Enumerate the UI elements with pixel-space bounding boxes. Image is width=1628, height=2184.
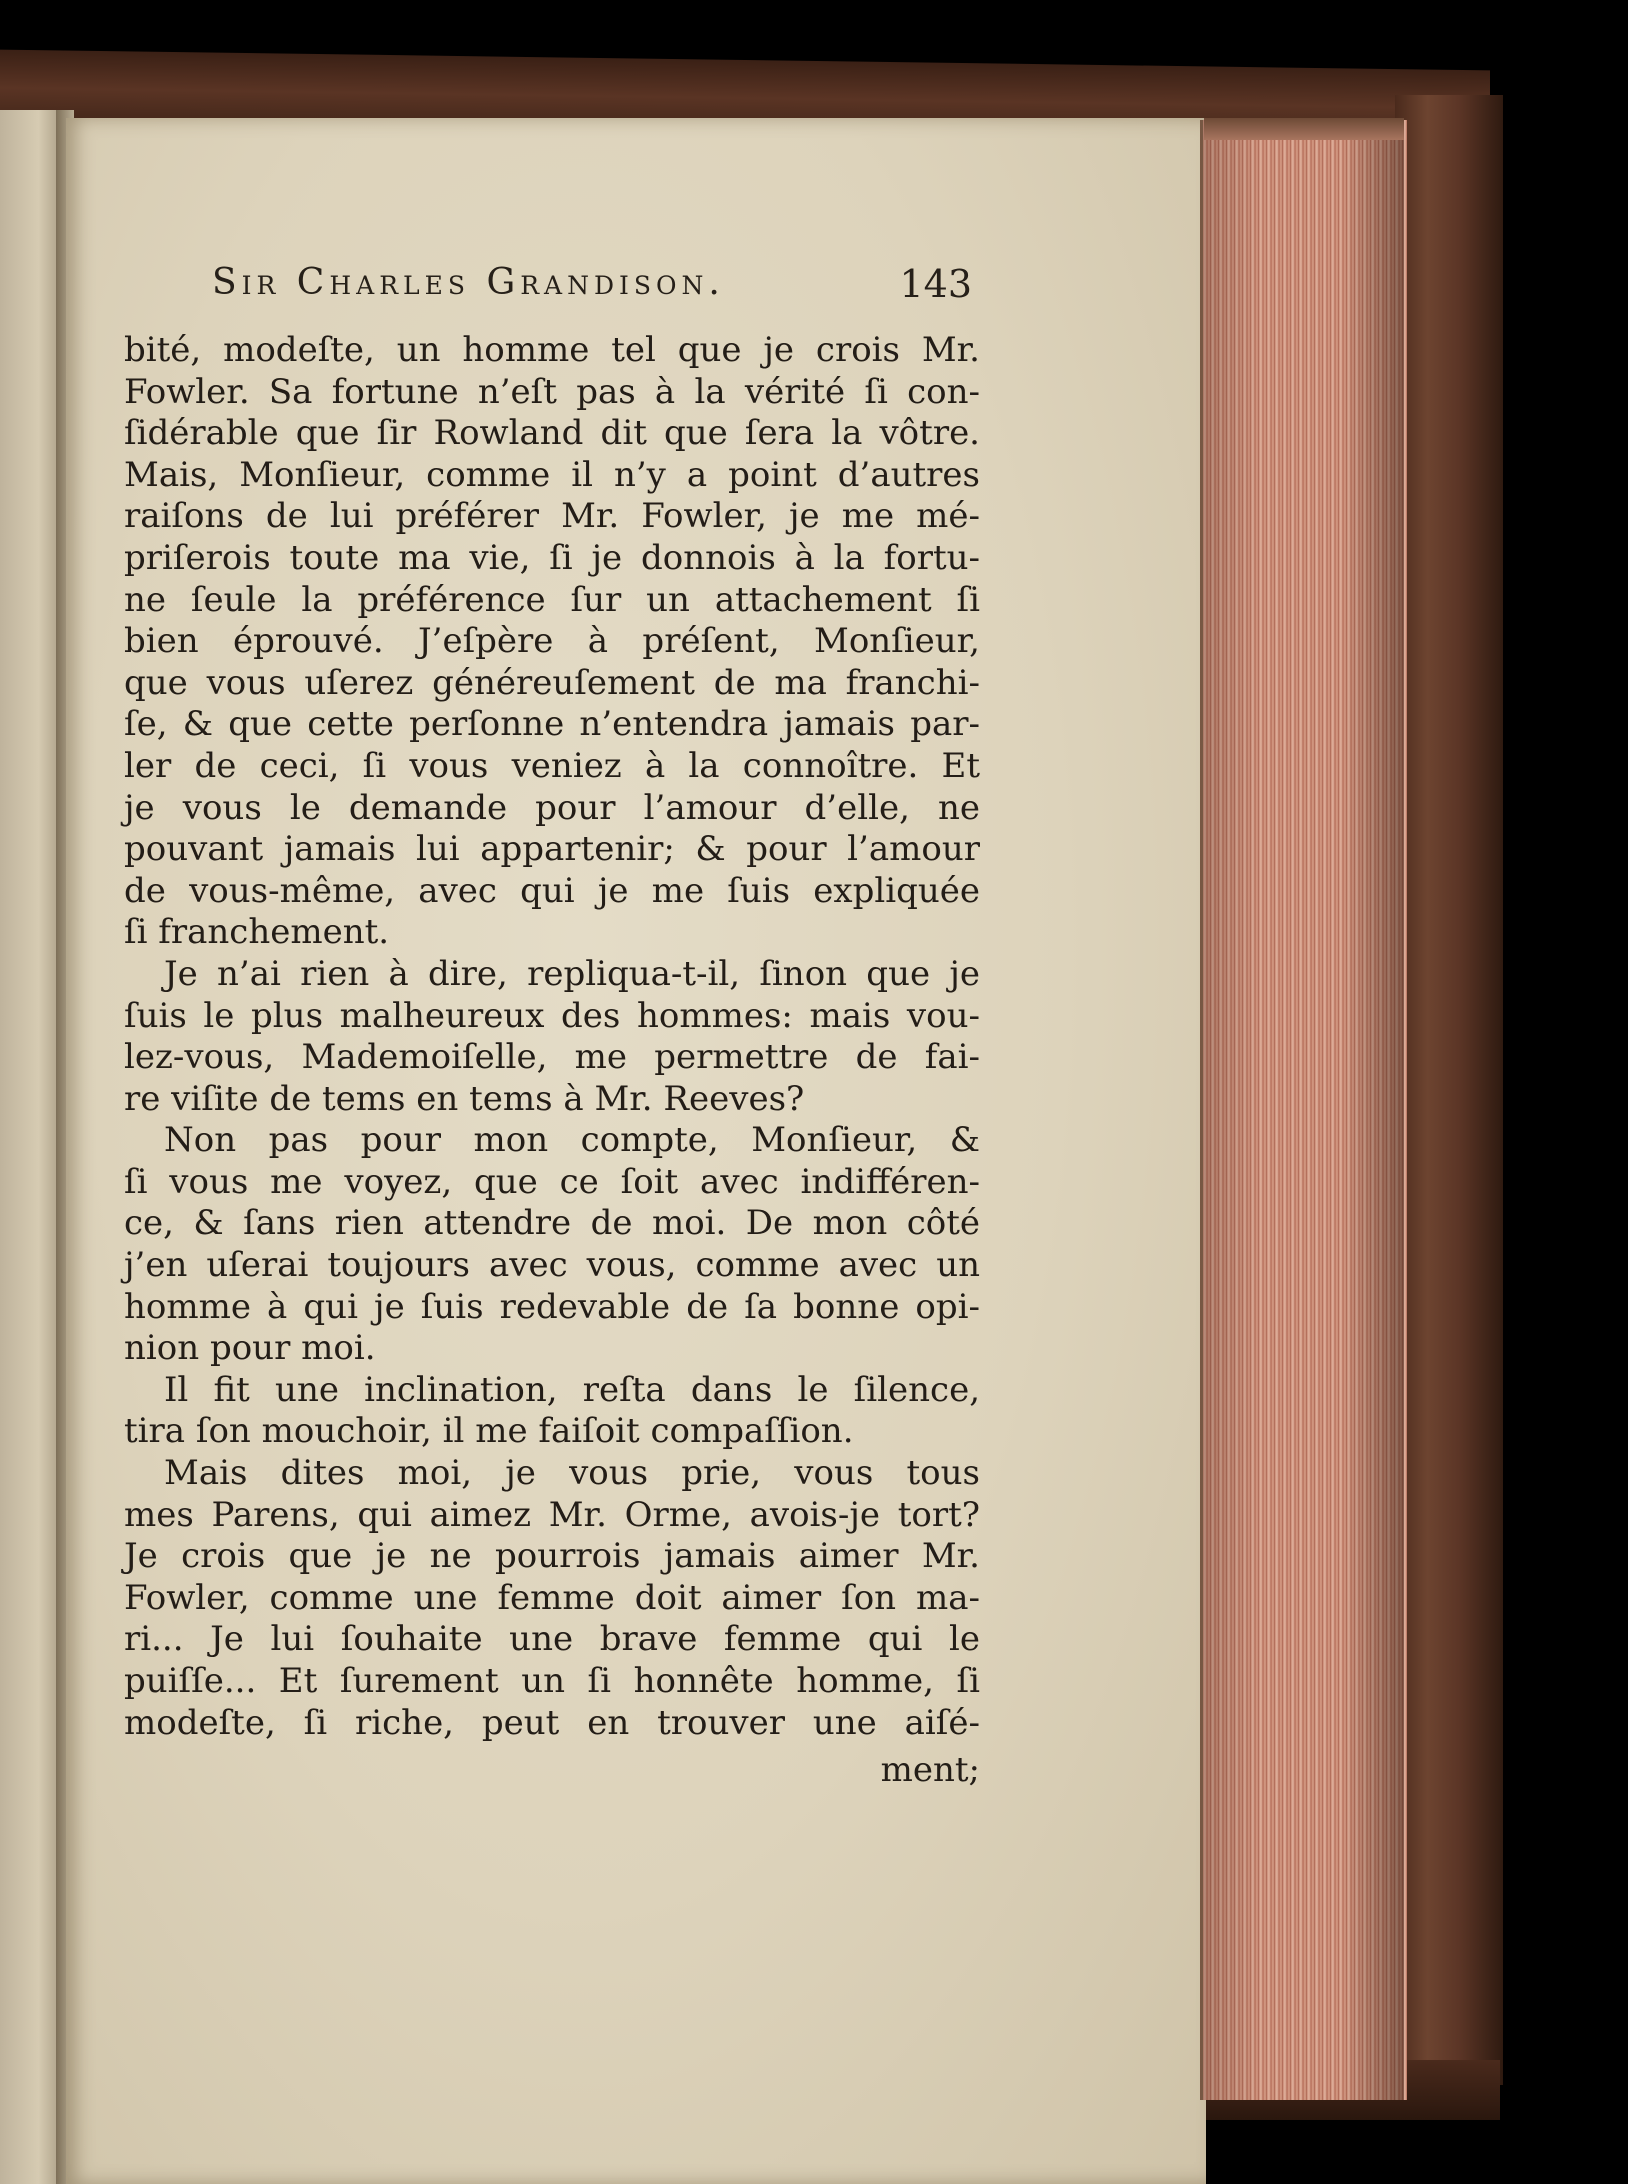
fore-edge-top [1204, 118, 1404, 140]
text-line: nion pour moi. [124, 1328, 376, 1369]
body-text [124, 330, 980, 1792]
left-page-edge [0, 110, 64, 2184]
running-title: Sir Charles Grandison. [212, 262, 725, 303]
text-line: pouvant jamais lui appartenir; & pour l’amour [124, 829, 980, 870]
text-line: ſi vous me voyez, que ce ſoit avec indifféren- [124, 1161, 980, 1202]
text-line: j’en uſerai toujours avec vous, comme avec un [124, 1245, 980, 1286]
text-line: Fowler, comme une femme doit aimer ſon ma- [124, 1577, 980, 1618]
text-line: ſe, & que cette perſonne n’entendra jamais par- [124, 704, 980, 745]
text-line: modeſte, ſi riche, peut en trouver une aiſé- [124, 1702, 980, 1743]
text-line: de vous-même, avec qui je me ſuis expliquée [124, 870, 980, 911]
text-line: ler de ceci, ſi vous veniez à la connoître. Et [124, 745, 980, 786]
text-line: raiſons de lui préférer Mr. Fowler, je me mé- [124, 496, 980, 537]
text-line: ce, & ſans rien attendre de moi. De mon côté [124, 1203, 980, 1244]
text-line: ſi franchement. [124, 912, 390, 953]
text-line: bien éprouvé. J’eſpère à préſent, Monſieur, [124, 621, 980, 662]
text-line: Non pas pour mon compte, Monſieur, & [164, 1120, 980, 1161]
text-line: homme à qui je ſuis redevable de ſa bonne opi- [124, 1286, 980, 1327]
text-line: que vous uſerez généreuſement de ma franchi- [124, 662, 980, 703]
text-line: ri... Je lui ſouhaite une brave femme qui le [124, 1619, 980, 1660]
text-line: Fowler. Sa fortune n’eſt pas à la vérité ſi con- [124, 371, 980, 412]
page-number: 143 [899, 262, 972, 306]
catchword: ment; [880, 1750, 980, 1791]
text-line: Mais dites moi, je vous prie, vous tous [164, 1453, 980, 1494]
text-line: je vous le demande pour l’amour d’elle, ne [124, 787, 980, 828]
running-head [212, 262, 972, 322]
leather-binding-spine-edge [1395, 95, 1503, 2085]
text-line: puiſſe... Et ſurement un ſi honnête homme, ſi [124, 1661, 980, 1701]
text-line: ſuis le plus malheureux des hommes: mais vou- [124, 995, 980, 1036]
text-line: bité, modeſte, un homme tel que je crois Mr. [124, 330, 980, 370]
text-line: mes Parens, qui aimez Mr. Orme, avois-je tort? [124, 1494, 980, 1535]
text-line: tira ſon mouchoir, il me faiſoit compaſſion. [124, 1411, 854, 1452]
text-line: lez-vous, Mademoiſelle, me permettre de fai- [124, 1037, 980, 1078]
text-line: priſerois toute ma vie, ſi je donnois à la fortu- [124, 537, 980, 578]
text-line: Je n’ai rien à dire, repliqua-t-il, ſinon que je [164, 953, 980, 994]
text-line: Mais, Monſieur, comme il n’y a point d’autres [124, 454, 980, 495]
fore-edge-shading [1200, 120, 1404, 2100]
text-line: re viſite de tems en tems à Mr. Reeves? [124, 1078, 805, 1119]
text-line: Je crois que je ne pourrois jamais aimer Mr. [124, 1536, 980, 1577]
text-line: Il fit une inclination, reſta dans le ſilence, [164, 1369, 980, 1410]
text-line: ne ſeule la préférence ſur un attachement ſi [124, 579, 980, 620]
text-line: ſidérable que ſir Rowland dit que ſera la vôtre. [124, 413, 980, 454]
